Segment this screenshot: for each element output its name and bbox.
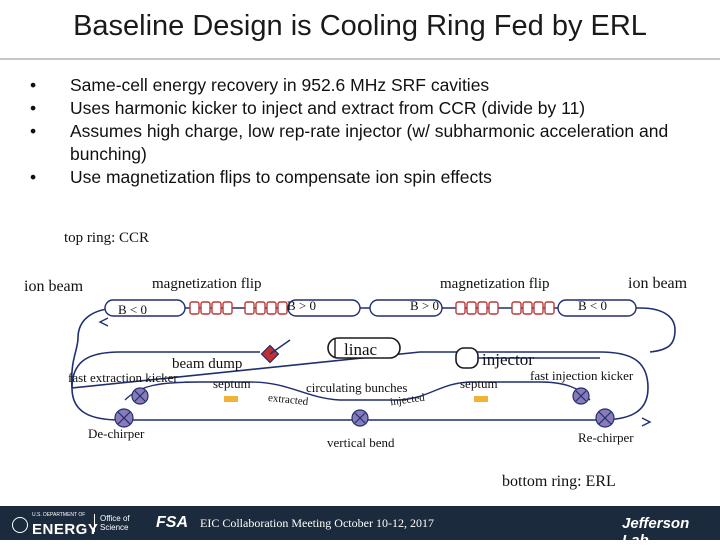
re-chirper-symbol bbox=[596, 409, 614, 427]
de-chirper-symbol bbox=[115, 409, 133, 427]
beam-dump-label: beam dump bbox=[172, 356, 243, 372]
b-field-label: B < 0 bbox=[118, 302, 148, 317]
b-field-label: B > 0 bbox=[410, 298, 440, 313]
fsa-logo: FSA bbox=[156, 514, 188, 531]
bullet-item: • Assumes high charge, low rep-rate injector (w/ subharmonic acceleration and bunching) bbox=[30, 120, 710, 166]
office-of-science-logo bbox=[94, 514, 130, 532]
doe-big-text: ENERGY bbox=[32, 521, 99, 538]
vertical-bend-label: vertical bend bbox=[327, 435, 395, 450]
de-chirper-label: De-chirper bbox=[88, 426, 145, 441]
mag-flip-left-label: magnetization flip bbox=[152, 276, 262, 292]
footer-bar bbox=[0, 506, 720, 549]
circulating-bunches-label: circulating bunches bbox=[306, 380, 408, 395]
fast-extraction-kicker-label: fast extraction kicker bbox=[68, 370, 178, 385]
septum-right-symbol bbox=[474, 396, 488, 402]
injector-box bbox=[456, 348, 478, 368]
arrow-right-ring bbox=[642, 418, 650, 426]
office-line1: Office of bbox=[100, 514, 130, 523]
bullet-item: • Use magnetization flips to compensate ion spin effects bbox=[30, 166, 710, 189]
office-line2: Science bbox=[100, 523, 129, 532]
ion-beam-right-label: ion beam bbox=[628, 275, 688, 292]
bullet-item: • Same-cell energy recovery in 952.6 MHz SRF cavities bbox=[30, 74, 710, 97]
ion-beam-left-label: ion beam bbox=[24, 278, 84, 295]
septum-left-symbol bbox=[224, 396, 238, 402]
extraction-kicker-symbol bbox=[132, 388, 148, 404]
septum-right-label: septum bbox=[460, 376, 498, 391]
bottom-ring-label: bottom ring: ERL bbox=[502, 473, 616, 490]
injector-label: injector bbox=[482, 350, 534, 369]
slide-title: Baseline Design is Cooling Ring Fed by ERL bbox=[73, 10, 647, 42]
jefferson-lab-logo: Jefferson Lab bbox=[622, 515, 690, 549]
injection-kicker-symbol bbox=[573, 388, 589, 404]
top-ring-label: top ring: CCR bbox=[64, 230, 150, 246]
linac-label: linac bbox=[344, 340, 378, 359]
bullet-item: • Uses harmonic kicker to inject and extract from CCR (divide by 11) bbox=[30, 97, 710, 120]
meeting-text: EIC Collaboration Meeting October 10-12, 2017 bbox=[200, 516, 434, 530]
extracted-label: extracted bbox=[267, 391, 309, 409]
mag-flip-right-label: magnetization flip bbox=[440, 276, 550, 292]
re-chirper-label: Re-chirper bbox=[578, 430, 634, 445]
arrow-left-ring bbox=[100, 318, 108, 326]
doe-small-text: U.S. DEPARTMENT OF bbox=[32, 512, 86, 518]
b-field-label: B > 0 bbox=[287, 298, 317, 313]
fast-injection-kicker-label: fast injection kicker bbox=[530, 368, 634, 383]
septum-left-label: septum bbox=[213, 376, 251, 391]
b-field-label: B < 0 bbox=[578, 298, 608, 313]
vertical-bend-symbol bbox=[352, 410, 368, 426]
injected-label: injected bbox=[389, 391, 426, 409]
doe-seal-icon bbox=[12, 517, 28, 533]
